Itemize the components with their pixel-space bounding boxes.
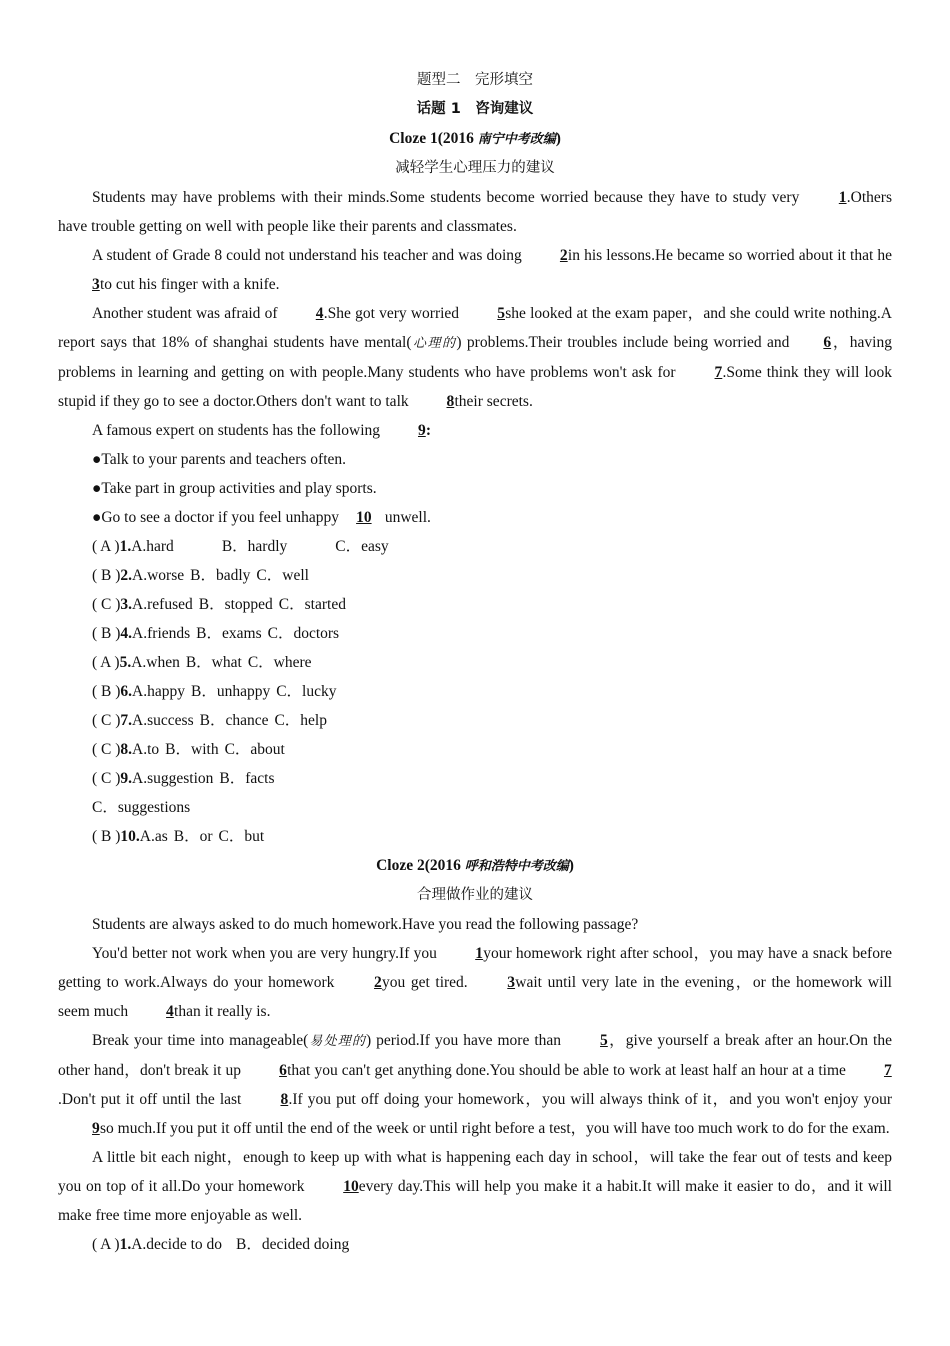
question-number: 9. [120,770,133,787]
cloze1-source: 南宁中考改编 [477,132,556,147]
option-a[interactable]: A.decide to do [131,1236,223,1253]
bullet-item: ●Talk to your parents and teachers often. [92,451,347,468]
gloss-manageable: 易处理的 [308,1034,366,1049]
text-run: ) period.If you have more than [365,1032,567,1049]
blank-9[interactable]: 9 [418,422,426,439]
question-row [58,1230,892,1259]
answer-mark: ( C ) [92,770,121,787]
text-run: Students may have problems with their minds.Some students become worried because they have to study very [92,189,805,206]
question-row [58,648,892,677]
option-b[interactable]: B．what [185,654,242,671]
question-number: 3. [120,596,133,613]
question-row-wrap [58,793,892,822]
option-b[interactable]: B．hardly [221,538,288,555]
blank-8[interactable]: 8 [446,393,455,410]
option-a[interactable]: A.success [132,712,194,729]
blank-3[interactable]: 3 [92,276,100,293]
blank-4[interactable]: 4 [315,305,324,322]
question-row [58,764,892,793]
text-run: so much.If you put it off until the end of the week or until right before a test，you will have too much work to do for the exam. [100,1120,890,1137]
question-row [58,619,892,648]
cloze1-paragraph-3 [58,299,892,416]
text-run: ，give yourself a break after an hour.On the other hand，don't break it up [58,1032,892,1079]
text-run: Another student was afraid of [92,305,282,322]
text-run: Cloze 1(2016 [389,130,478,147]
answer-mark: ( A ) [92,538,120,555]
text-run: You'd better not work when you are very hungry.If you [92,945,442,962]
option-b[interactable]: B．with [165,741,219,758]
bullet-item [58,503,892,532]
cloze2-paragraph-4 [58,1143,892,1230]
question-row [58,561,892,590]
blank-10[interactable]: 10 [356,509,372,526]
text-run: A little bit each night，enough to keep up with what is happening each day in school，will take the fear out of tests and keep you on top of it all.Do your homework [58,1149,892,1195]
cloze2-title [58,851,892,881]
cloze2-source: 呼和浩特中考改编 [464,859,569,874]
text-run: ) [568,857,574,874]
text-run: you get tired. [382,974,474,991]
question-row [58,706,892,735]
question-row [58,735,892,764]
option-a[interactable]: A.as [139,828,168,845]
blank-2[interactable]: 2 [374,974,382,991]
cloze1-paragraph-1 [58,183,892,241]
cloze1-paragraph-2 [58,241,892,299]
topic-heading: 话题 1 咨询建议 [416,101,534,117]
option-a[interactable]: A.hard [131,538,174,555]
cloze1-subtitle: 减轻学生心理压力的建议 [395,160,555,176]
cloze2-paragraph-2 [58,939,892,1026]
option-b[interactable]: B．unhappy [191,683,271,700]
text-run: she looked at the exam paper，and she could write nothing.A report says that 18% of shanghai students have mental( [58,305,892,351]
text-run: .She got very worried [323,305,464,322]
option-b[interactable]: B．badly [190,567,251,584]
gloss-mental: 心理的 [411,336,457,351]
option-c[interactable]: C．suggestions [92,799,191,816]
option-c[interactable]: C．easy [335,538,389,555]
blank-7[interactable]: 7 [883,1062,892,1079]
blank-5[interactable]: 5 [600,1032,608,1049]
option-c[interactable]: C．but [218,828,265,845]
option-b[interactable]: B．or [173,828,213,845]
answer-mark: ( A ) [92,1236,120,1253]
text-run: .Others have trouble getting on well with people like their parents and classmates. [58,189,892,235]
question-number: 6. [120,683,133,700]
question-row [58,590,892,619]
text-run: their secrets. [454,393,533,410]
answer-mark: ( A ) [92,654,120,671]
cloze2-subtitle: 合理做作业的建议 [417,887,533,903]
option-c[interactable]: C．help [274,712,327,729]
text-run: than it really is. [174,1003,271,1020]
option-b[interactable]: B．facts [219,770,275,787]
question-row [58,532,892,561]
text-run: in his lessons.He became so worried about it that he [567,247,892,264]
question-number: 10. [120,828,140,845]
question-number: 5. [119,654,132,671]
text-run: .Don't put it off until the last [58,1091,247,1108]
blank-3[interactable]: 3 [507,974,516,991]
question-number: 4. [120,625,133,642]
text-run: your homework right after school，you may have a snack before getting to work.Always do your homework [58,945,892,991]
option-a[interactable]: A.friends [132,625,191,642]
option-c[interactable]: C．started [278,596,346,613]
text-run: ，having problems in learning and getting on with people.Many students who have problems won't ask for [58,334,892,381]
option-b[interactable]: B．chance [199,712,269,729]
blank-8[interactable]: 8 [280,1091,289,1108]
section-heading: 题型二 完形填空 [417,72,533,88]
text-run: : [425,422,432,439]
blank-6[interactable]: 6 [279,1062,287,1079]
text-run: Cloze 2(2016 [376,857,465,874]
option-c[interactable]: C．about [224,741,285,758]
blank-5[interactable]: 5 [497,305,505,322]
option-b[interactable]: B．exams [196,625,262,642]
option-b[interactable]: B．decided doing [236,1236,350,1253]
option-a[interactable]: A.suggestion [132,770,214,787]
answer-mark: ( C ) [92,712,121,729]
text-run: .If you put off doing your homework，you will always think of it，and you won't enjoy your [288,1091,892,1108]
answer-mark: ( C ) [92,596,121,613]
blank-6[interactable]: 6 [823,334,832,351]
option-c[interactable]: C．doctors [267,625,340,642]
document-page [58,66,892,1259]
question-number: 7. [120,712,133,729]
blank-4[interactable]: 4 [166,1003,174,1020]
option-a[interactable]: A.when [131,654,180,671]
blank-1[interactable]: 1 [475,945,483,962]
blank-1[interactable]: 1 [838,189,847,206]
question-number: 1. [119,1236,132,1253]
text-run: A student of Grade 8 could not understand his teacher and was doing [92,247,526,264]
text-run: A famous expert on students has the following [92,422,384,439]
text-run: that you can't get anything done.You should be able to work at least half an hour at a time [287,1062,850,1079]
text-run: ) [555,130,561,147]
text-run: unwell. [384,509,431,526]
blank-10[interactable]: 10 [343,1178,359,1195]
question-row [58,677,892,706]
blank-9[interactable]: 9 [92,1120,100,1137]
question-number: 8. [120,741,133,758]
option-c[interactable]: C．lucky [276,683,337,700]
answer-mark: ( B ) [92,567,121,584]
question-row [58,822,892,851]
answer-mark: ( B ) [92,828,121,845]
cloze2-paragraph-3 [58,1026,892,1143]
option-a[interactable]: A.happy [132,683,185,700]
text-run: .Some think they will look stupid if they go to see a doctor.Others don't want to talk [58,364,892,410]
option-a[interactable]: A.worse [132,567,185,584]
question-number: 2. [120,567,133,584]
text-run: ●Go to see a doctor if you feel unhappy [92,509,343,526]
text-run: to cut his finger with a knife. [100,276,280,293]
answer-mark: ( B ) [92,683,121,700]
text-run: wait until very late in the evening，or the homework will seem much [58,974,892,1020]
text-run: Break your time into manageable( [92,1032,309,1049]
answer-mark: ( C ) [92,741,121,758]
question-number: 1. [119,538,132,555]
blank-7[interactable]: 7 [714,364,723,381]
blank-2[interactable]: 2 [559,247,568,264]
cloze1-title [58,124,892,154]
option-c[interactable]: C．where [247,654,312,671]
option-a[interactable]: A.refused [132,596,193,613]
option-b[interactable]: B．stopped [198,596,273,613]
text-run: every day.This will help you make it a habit.It will make it easier to do，and it will make free time more enjoyable as well. [58,1178,892,1224]
cloze2-paragraph-1: Students are always asked to do much homework.Have you read the following passage? [92,916,639,933]
option-c[interactable]: C．well [256,567,309,584]
text-run: ) problems.Their troubles include being worried and [456,334,790,351]
answer-mark: ( B ) [92,625,121,642]
bullet-item: ●Take part in group activities and play sports. [92,480,377,497]
cloze1-paragraph-4 [58,416,892,445]
option-a[interactable]: A.to [132,741,160,758]
